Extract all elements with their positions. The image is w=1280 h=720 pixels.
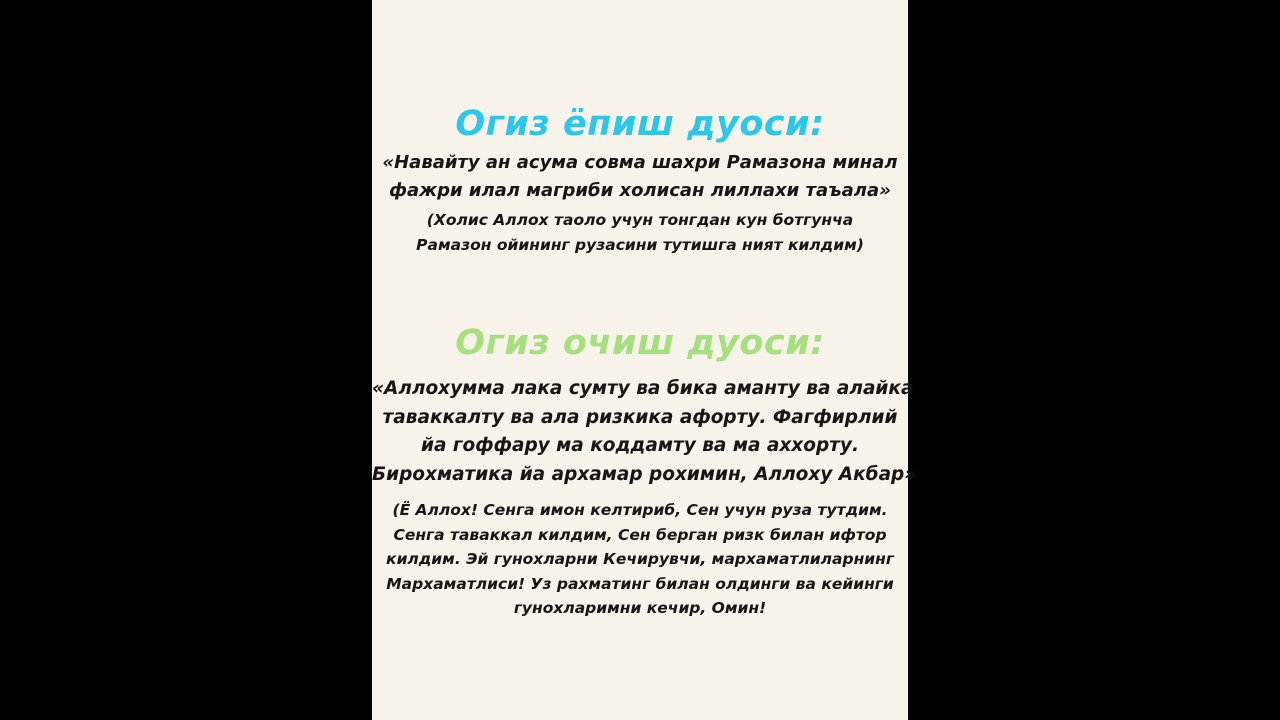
closing-dua-line: фажри илал магриби холисан лиллахи таъала» — [389, 180, 891, 201]
opening-dua-line: йа гоффару ма коддамту ва ма аххорту. — [420, 435, 859, 456]
closing-translation-line: (Холис Аллох таоло учун тонгдан кун ботгунча — [426, 211, 854, 229]
closing-dua-line: «Навайту ан асума совма шахри Рамазона минал — [382, 152, 898, 173]
closing-translation-line: Рамазон ойининг рузасини тутишга ният килдим) — [416, 235, 864, 254]
opening-dua-heading: Огиз очиш дуоси: — [455, 323, 825, 363]
closing-dua-translation — [372, 208, 908, 257]
opening-translation-line: Сенга таваккал килдим, Сен берган ризк билан ифтор — [393, 525, 887, 544]
opening-translation-line: гунохларимни кечир, Омин! — [513, 599, 767, 617]
opening-dua-text — [372, 375, 917, 489]
opening-dua-line: «Аллохумма лака сумту ва бика аманту ва алайка — [372, 378, 914, 399]
closing-dua-heading: Огиз ёпиш дуоси: — [455, 104, 825, 144]
opening-dua-translation — [372, 498, 908, 621]
opening-translation-line: (Ё Аллох! Сенга имон келтириб, Сен учун руза тутдим. — [392, 501, 888, 519]
opening-translation-line: килдим. Эй гунохларни Кечирувчи, мархаматлиларнинг — [386, 550, 894, 568]
opening-translation-line: Мархаматлиси! Уз рахматинг билан олдинги ва кейинги — [386, 574, 894, 593]
opening-dua-line: Бирохматика йа архамар рохимин, Аллоху Акбар» — [372, 463, 917, 485]
opening-dua-line: таваккалту ва ала ризкика афорту. Фагфирлий — [382, 406, 898, 428]
dua-card — [372, 0, 917, 720]
closing-dua-text — [372, 149, 908, 205]
